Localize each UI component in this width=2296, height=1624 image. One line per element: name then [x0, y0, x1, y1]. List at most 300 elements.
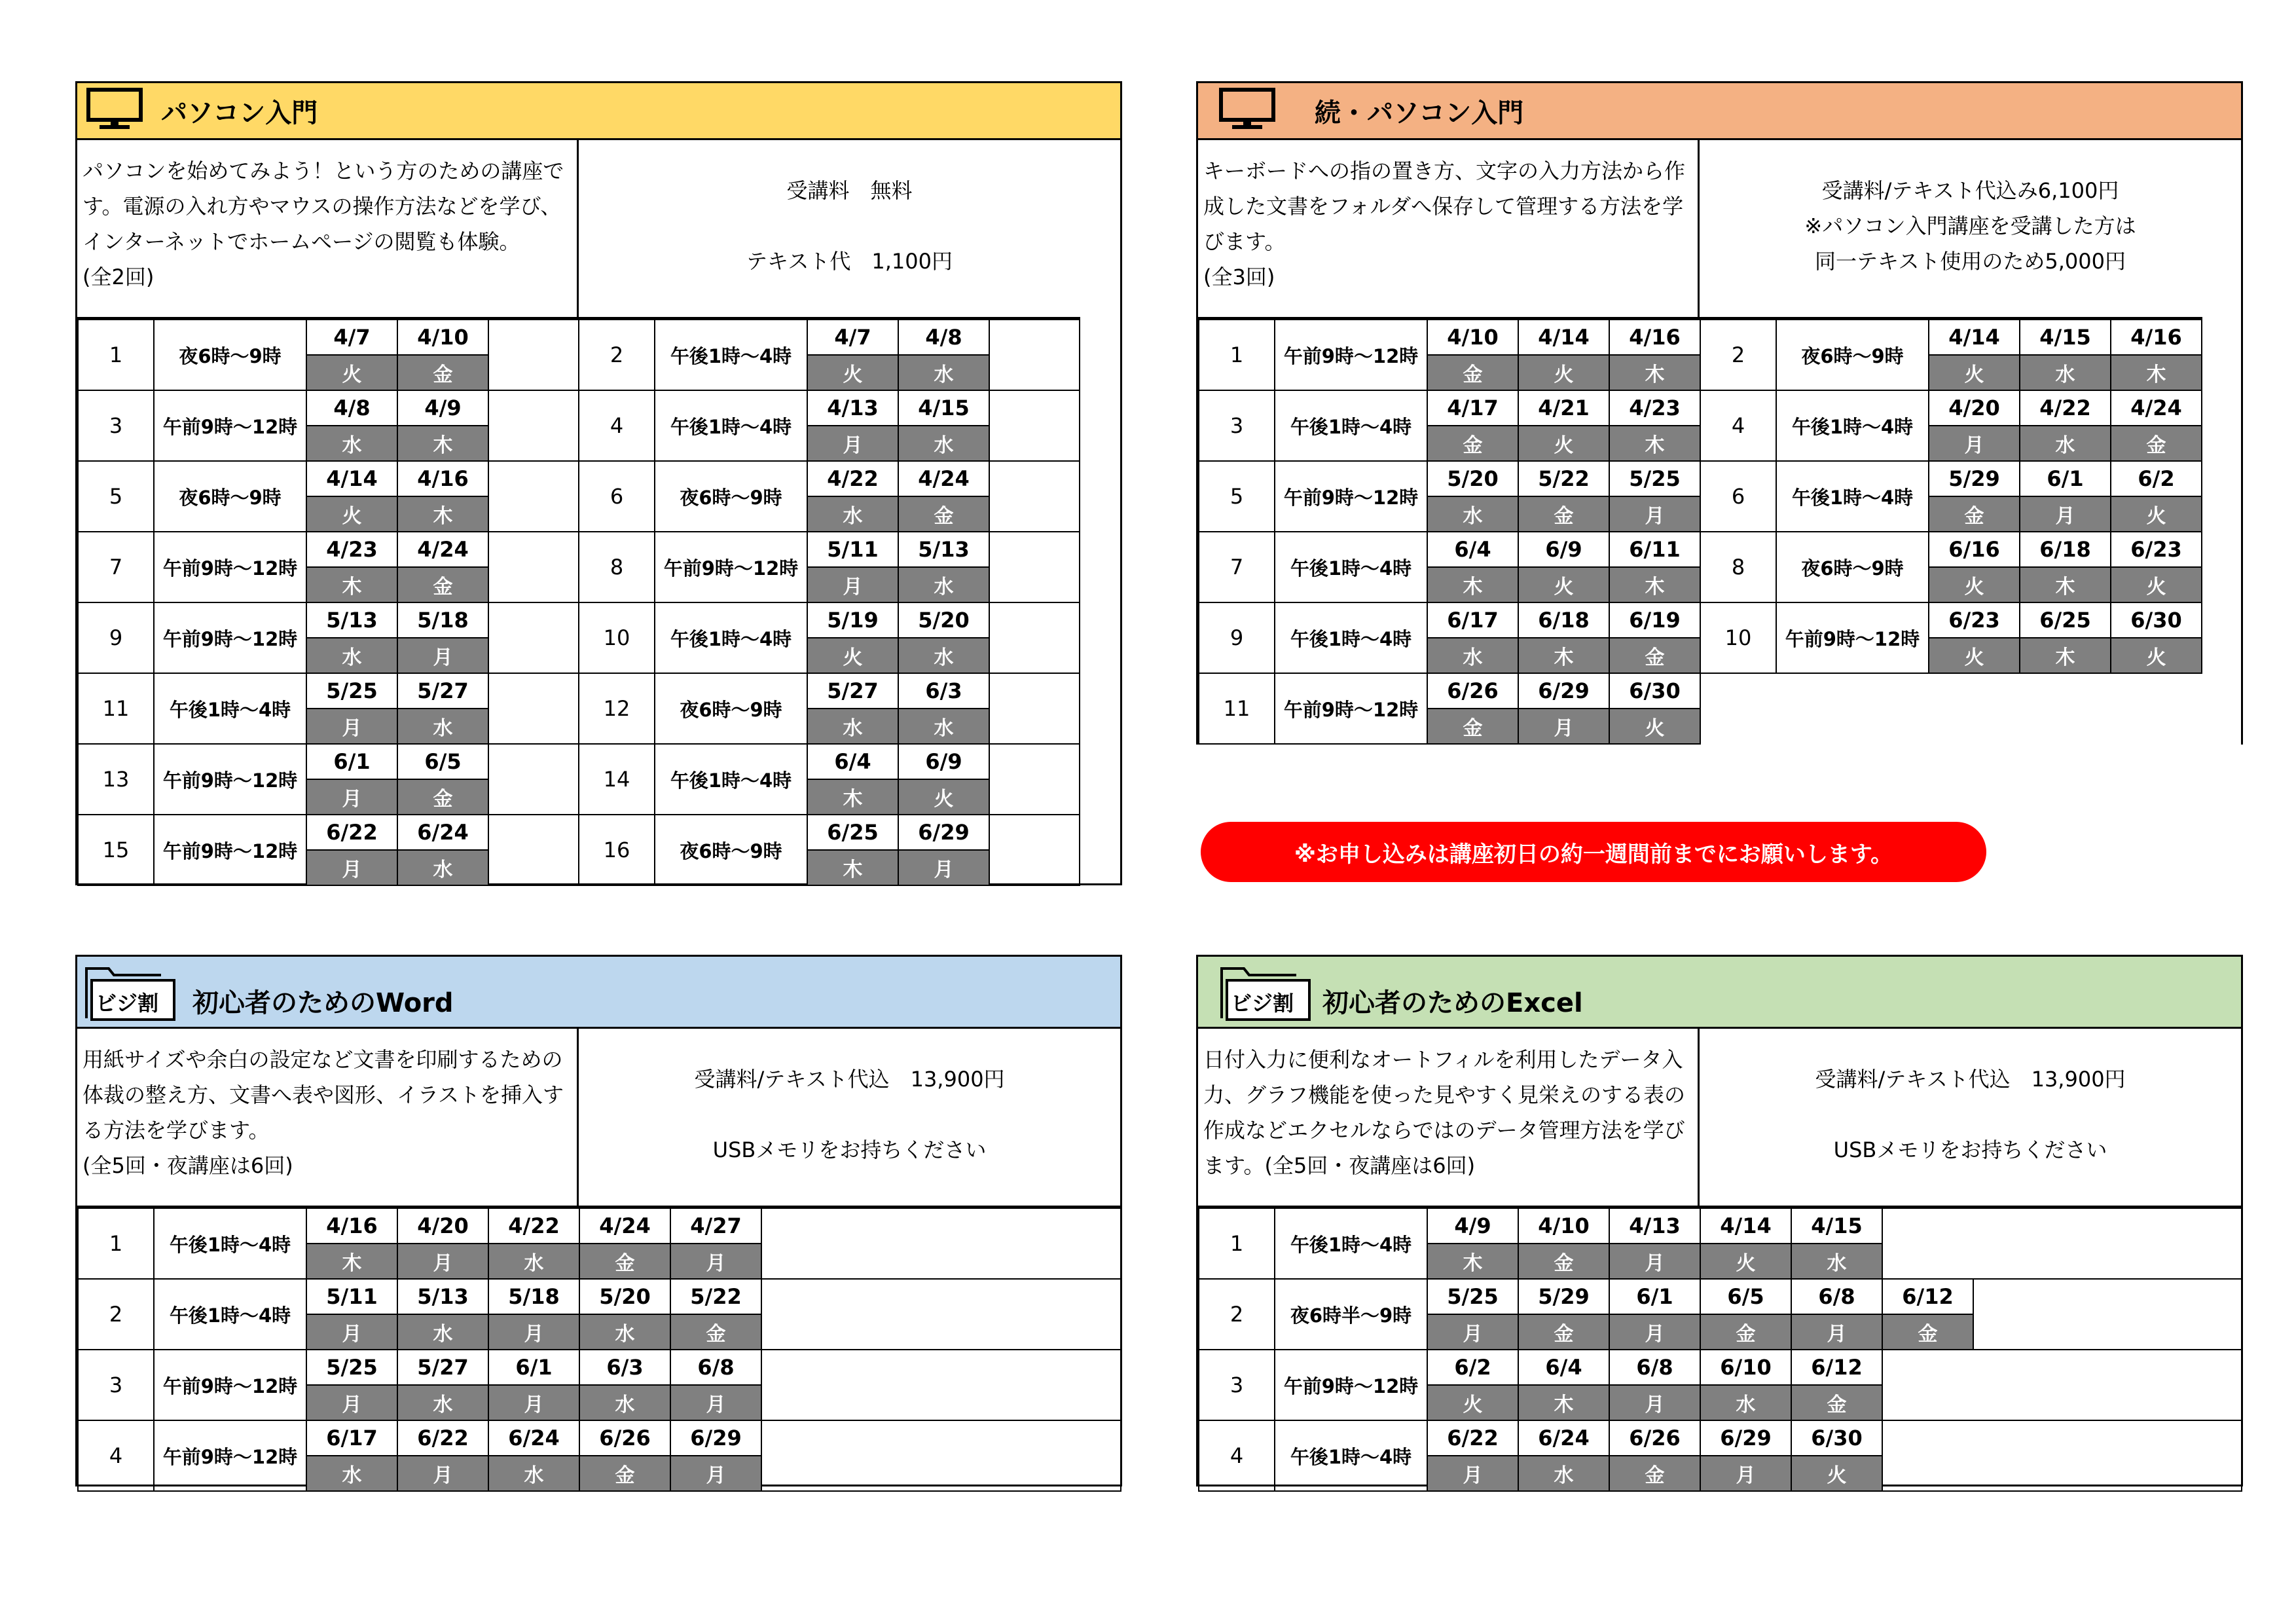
session-weekday: 火 — [2111, 567, 2202, 602]
session-weekday: 水 — [898, 355, 989, 390]
session-number: 4 — [78, 1420, 154, 1491]
session-time: 午前9時～12時 — [154, 390, 306, 461]
blank-cell — [488, 461, 579, 532]
session-number: 5 — [1199, 461, 1275, 532]
blank-cell — [1882, 1208, 2242, 1279]
session-time: 午後1時～4時 — [1275, 390, 1427, 461]
session-date: 5/20 — [1427, 461, 1518, 496]
session-time: 夜6時～9時 — [655, 815, 807, 885]
session-date: 6/22 — [306, 815, 397, 850]
session-number: 9 — [1199, 602, 1275, 673]
session-weekday: 月 — [1791, 1314, 1882, 1350]
course-panel-pc-intro-2 — [1196, 81, 2243, 745]
session-number: 3 — [78, 1350, 154, 1420]
session-date: 6/29 — [898, 815, 989, 850]
session-weekday: 月 — [397, 1456, 488, 1491]
session-weekday: 水 — [1700, 1385, 1791, 1420]
session-weekday: 火 — [1518, 355, 1609, 390]
blank-cell — [989, 744, 1080, 815]
session-weekday: 水 — [1518, 1456, 1609, 1491]
blank-cell — [989, 673, 1080, 744]
session-number: 11 — [1199, 673, 1275, 744]
session-weekday: 水 — [306, 638, 397, 673]
session-date: 6/17 — [306, 1420, 397, 1456]
course-header — [77, 83, 1120, 140]
session-date: 4/14 — [1700, 1208, 1791, 1244]
session-date: 6/25 — [2020, 602, 2111, 638]
session-time: 午後1時～4時 — [154, 1279, 306, 1350]
session-weekday: 金 — [397, 355, 488, 390]
session-weekday: 木 — [1518, 1385, 1609, 1420]
session-weekday: 月 — [1609, 496, 1700, 532]
table-row — [78, 1208, 1121, 1244]
session-number: 11 — [78, 673, 154, 744]
session-date: 6/4 — [807, 744, 898, 779]
session-weekday: 火 — [1518, 567, 1609, 602]
session-weekday: 火 — [306, 496, 397, 532]
blank-cell — [488, 815, 579, 885]
session-weekday: 火 — [2111, 496, 2202, 532]
session-time: 午後1時～4時 — [655, 320, 807, 390]
session-date: 6/12 — [1791, 1350, 1882, 1385]
session-date: 4/16 — [306, 1208, 397, 1244]
session-weekday: 月 — [898, 850, 989, 885]
course-header — [77, 957, 1120, 1029]
session-number: 12 — [579, 673, 655, 744]
session-date: 6/10 — [1700, 1350, 1791, 1385]
schedule-table — [1198, 317, 2202, 745]
session-weekday: 水 — [579, 1314, 670, 1350]
session-weekday: 水 — [397, 1385, 488, 1420]
session-weekday: 火 — [1609, 709, 1700, 744]
session-date: 4/16 — [397, 461, 488, 496]
session-weekday: 月 — [1427, 1456, 1518, 1491]
session-date: 5/22 — [1518, 461, 1609, 496]
course-panel-excel — [1196, 955, 2243, 1486]
session-date: 5/19 — [807, 602, 898, 638]
session-date: 6/5 — [397, 744, 488, 779]
session-date: 4/16 — [2111, 320, 2202, 355]
session-number: 2 — [1700, 320, 1776, 390]
table-row — [1199, 1420, 2242, 1456]
session-number: 1 — [78, 320, 154, 390]
session-date: 5/27 — [807, 673, 898, 709]
session-weekday: 木 — [1609, 355, 1700, 390]
blank-cell — [1882, 1420, 2242, 1491]
session-weekday: 火 — [1929, 355, 2020, 390]
session-weekday: 木 — [1609, 567, 1700, 602]
session-date: 6/8 — [1609, 1350, 1700, 1385]
session-date: 6/23 — [1929, 602, 2020, 638]
table-row — [1199, 673, 2202, 709]
session-weekday: 金 — [397, 779, 488, 815]
session-date: 5/11 — [306, 1279, 397, 1314]
table-row — [78, 744, 1080, 779]
session-date: 4/10 — [1427, 320, 1518, 355]
session-date: 6/11 — [1609, 532, 1700, 567]
session-date: 6/26 — [1427, 673, 1518, 709]
session-time: 午後1時～4時 — [1776, 461, 1929, 532]
session-number: 2 — [78, 1279, 154, 1350]
session-time: 午後1時～4時 — [1275, 532, 1427, 602]
session-time: 午後1時～4時 — [655, 602, 807, 673]
session-date: 4/8 — [898, 320, 989, 355]
session-number: 8 — [579, 532, 655, 602]
session-number: 16 — [579, 815, 655, 885]
table-row — [1199, 390, 2202, 426]
session-weekday: 水 — [1427, 638, 1518, 673]
session-date: 4/24 — [898, 461, 989, 496]
course-panel-pc-intro — [75, 81, 1122, 885]
session-number: 4 — [579, 390, 655, 461]
session-weekday: 水 — [898, 567, 989, 602]
session-weekday: 金 — [1427, 355, 1518, 390]
monitor-icon — [1219, 88, 1275, 134]
session-weekday: 水 — [397, 709, 488, 744]
course-header — [1198, 83, 2241, 140]
session-date: 5/13 — [306, 602, 397, 638]
session-time: 夜6時～9時 — [154, 461, 306, 532]
blank-cell — [989, 815, 1080, 885]
folder-icon — [1218, 961, 1316, 1024]
session-time: 午後1時～4時 — [1275, 1420, 1427, 1491]
session-date: 4/17 — [1427, 390, 1518, 426]
session-number: 2 — [579, 320, 655, 390]
session-date: 4/20 — [1929, 390, 2020, 426]
table-row — [78, 1279, 1121, 1314]
session-date: 6/1 — [2020, 461, 2111, 496]
table-row — [78, 320, 1080, 355]
session-date: 4/7 — [807, 320, 898, 355]
course-fee: 受講料/テキスト代込 13,900円 USBメモリをお持ちください — [694, 1067, 1005, 1162]
session-number: 7 — [1199, 532, 1275, 602]
session-time: 午後1時～4時 — [1275, 1208, 1427, 1279]
session-date: 5/25 — [1609, 461, 1700, 496]
folder-icon — [82, 961, 181, 1024]
session-date: 5/22 — [670, 1279, 761, 1314]
session-weekday: 水 — [488, 1244, 579, 1279]
session-weekday: 火 — [807, 638, 898, 673]
session-time: 午前9時～12時 — [154, 1420, 306, 1491]
session-weekday: 木 — [2020, 638, 2111, 673]
session-time: 午後1時～4時 — [154, 1208, 306, 1279]
session-time: 夜6時～9時 — [154, 320, 306, 390]
session-date: 5/27 — [397, 673, 488, 709]
session-weekday: 金 — [1929, 496, 2020, 532]
session-date: 4/16 — [1609, 320, 1700, 355]
table-row — [78, 815, 1080, 850]
session-weekday: 月 — [1609, 1244, 1700, 1279]
session-date: 4/13 — [807, 390, 898, 426]
session-weekday: 月 — [807, 426, 898, 461]
session-time: 午後1時～4時 — [1776, 390, 1929, 461]
session-weekday: 火 — [898, 779, 989, 815]
session-date: 5/27 — [397, 1350, 488, 1385]
session-weekday: 月 — [670, 1244, 761, 1279]
session-weekday: 木 — [397, 496, 488, 532]
table-row — [78, 532, 1080, 567]
session-weekday: 水 — [397, 850, 488, 885]
session-number: 13 — [78, 744, 154, 815]
session-time: 午前9時～12時 — [1275, 673, 1427, 744]
schedule-table — [77, 1206, 1121, 1492]
session-date: 6/29 — [1518, 673, 1609, 709]
session-time: 夜6時～9時 — [655, 461, 807, 532]
session-date: 6/16 — [1929, 532, 2020, 567]
session-date: 4/9 — [1427, 1208, 1518, 1244]
table-row — [78, 673, 1080, 709]
session-weekday: 水 — [1427, 496, 1518, 532]
monitor-icon — [86, 88, 143, 134]
session-number: 3 — [1199, 390, 1275, 461]
session-weekday: 火 — [1427, 1385, 1518, 1420]
session-number: 6 — [579, 461, 655, 532]
session-date: 6/3 — [898, 673, 989, 709]
blank-cell — [989, 320, 1080, 390]
session-weekday: 木 — [807, 779, 898, 815]
session-date: 5/25 — [306, 1350, 397, 1385]
session-weekday: 木 — [2111, 355, 2202, 390]
session-weekday: 月 — [306, 850, 397, 885]
session-weekday: 月 — [306, 1314, 397, 1350]
session-number: 3 — [78, 390, 154, 461]
session-weekday: 金 — [579, 1456, 670, 1491]
session-date: 6/18 — [2020, 532, 2111, 567]
blank-cell — [488, 320, 579, 390]
session-weekday: 水 — [898, 426, 989, 461]
blank-cell — [1882, 1350, 2242, 1420]
session-date: 5/25 — [306, 673, 397, 709]
session-weekday: 金 — [1791, 1385, 1882, 1420]
table-row — [1199, 602, 2202, 638]
session-number: 14 — [579, 744, 655, 815]
blank-cell — [488, 673, 579, 744]
session-date: 6/4 — [1427, 532, 1518, 567]
session-number: 4 — [1199, 1420, 1275, 1491]
table-row — [78, 390, 1080, 426]
course-title: 続・パソコン入門 — [1315, 98, 1524, 128]
session-date: 6/1 — [1609, 1279, 1700, 1314]
session-number: 1 — [1199, 1208, 1275, 1279]
session-weekday: 金 — [1609, 638, 1700, 673]
session-weekday: 金 — [1427, 709, 1518, 744]
session-weekday: 火 — [2111, 638, 2202, 673]
session-weekday: 火 — [1929, 638, 2020, 673]
session-time: 午前9時～12時 — [655, 532, 807, 602]
course-fee: 受講料 無料 テキスト代 1,100円 — [746, 178, 953, 274]
session-weekday: 金 — [579, 1244, 670, 1279]
session-weekday: 水 — [397, 1314, 488, 1350]
course-title: 初心者のためのExcel — [1322, 988, 1583, 1018]
session-number: 1 — [78, 1208, 154, 1279]
session-date: 6/9 — [1518, 532, 1609, 567]
session-date: 6/18 — [1518, 602, 1609, 638]
blank-cell — [989, 602, 1080, 673]
session-weekday: 火 — [1700, 1244, 1791, 1279]
session-date: 4/10 — [397, 320, 488, 355]
table-row — [1199, 1279, 2242, 1314]
table-row — [78, 1420, 1121, 1456]
session-date: 4/22 — [2020, 390, 2111, 426]
course-description: キーボードへの指の置き方、文字の入力方法から作 成した文書をフォルダへ保存して管理する方法を学 びます。 (全3回) — [1198, 140, 1700, 317]
blank-cell — [488, 532, 579, 602]
session-number: 1 — [1199, 320, 1275, 390]
session-date: 4/9 — [397, 390, 488, 426]
session-date: 6/29 — [1700, 1420, 1791, 1456]
session-date: 4/20 — [397, 1208, 488, 1244]
session-time: 夜6時半～9時 — [1275, 1279, 1427, 1350]
session-weekday: 木 — [306, 1244, 397, 1279]
empty-cell — [1700, 673, 2202, 744]
session-number: 3 — [1199, 1350, 1275, 1420]
session-date: 6/17 — [1427, 602, 1518, 638]
session-weekday: 火 — [1929, 567, 2020, 602]
session-weekday: 月 — [306, 709, 397, 744]
session-weekday: 木 — [1609, 426, 1700, 461]
session-date: 6/24 — [397, 815, 488, 850]
session-date: 6/26 — [1609, 1420, 1700, 1456]
session-date: 6/30 — [1609, 673, 1700, 709]
session-date: 4/8 — [306, 390, 397, 426]
session-date: 6/1 — [306, 744, 397, 779]
session-time: 午後1時～4時 — [655, 744, 807, 815]
session-weekday: 月 — [488, 1314, 579, 1350]
session-date: 6/8 — [670, 1350, 761, 1385]
session-date: 6/29 — [670, 1420, 761, 1456]
session-date: 4/15 — [898, 390, 989, 426]
session-time: 午前9時～12時 — [154, 815, 306, 885]
session-date: 5/11 — [807, 532, 898, 567]
session-weekday: 金 — [397, 567, 488, 602]
session-number: 2 — [1199, 1279, 1275, 1350]
session-date: 6/1 — [488, 1350, 579, 1385]
session-date: 4/23 — [306, 532, 397, 567]
session-time: 夜6時～9時 — [1776, 532, 1929, 602]
session-weekday: 木 — [1427, 1244, 1518, 1279]
table-row — [1199, 320, 2202, 355]
session-weekday: 金 — [2111, 426, 2202, 461]
session-date: 6/25 — [807, 815, 898, 850]
session-date: 4/13 — [1609, 1208, 1700, 1244]
session-date: 6/30 — [1791, 1420, 1882, 1456]
session-date: 6/2 — [2111, 461, 2202, 496]
session-date: 6/19 — [1609, 602, 1700, 638]
session-weekday: 月 — [2020, 496, 2111, 532]
table-row — [1199, 1350, 2242, 1385]
session-date: 4/21 — [1518, 390, 1609, 426]
session-weekday: 木 — [1427, 567, 1518, 602]
session-date: 5/29 — [1929, 461, 2020, 496]
business-discount-badge: ビジ割 — [1231, 990, 1294, 1016]
session-date: 4/24 — [2111, 390, 2202, 426]
session-date: 6/8 — [1791, 1279, 1882, 1314]
session-weekday: 月 — [670, 1456, 761, 1491]
blank-cell — [989, 532, 1080, 602]
course-title: パソコン入門 — [161, 98, 318, 128]
session-weekday: 月 — [1518, 709, 1609, 744]
session-date: 6/5 — [1700, 1279, 1791, 1314]
session-weekday: 月 — [1609, 1385, 1700, 1420]
session-number: 6 — [1700, 461, 1776, 532]
session-number: 4 — [1700, 390, 1776, 461]
session-date: 6/4 — [1518, 1350, 1609, 1385]
session-time: 午前9時～12時 — [1776, 602, 1929, 673]
course-panel-word — [75, 955, 1122, 1486]
blank-cell — [488, 744, 579, 815]
session-time: 午前9時～12時 — [1275, 320, 1427, 390]
session-weekday: 水 — [898, 638, 989, 673]
session-weekday: 金 — [1518, 496, 1609, 532]
session-time: 夜6時～9時 — [1776, 320, 1929, 390]
course-description: パソコンを始めてみよう！という方のための講座で す。電源の入れ方やマウスの操作方法などを学び、 インターネットでホームページの閲覧も体験。 (全2回) — [77, 140, 579, 317]
session-weekday: 火 — [807, 355, 898, 390]
session-time: 午前9時～12時 — [154, 744, 306, 815]
session-weekday: 月 — [397, 1244, 488, 1279]
session-date: 4/10 — [1518, 1208, 1609, 1244]
session-time: 午後1時～4時 — [655, 390, 807, 461]
session-weekday: 金 — [1518, 1314, 1609, 1350]
session-time: 午前9時～12時 — [154, 602, 306, 673]
session-time: 午後1時～4時 — [154, 673, 306, 744]
session-weekday: 金 — [1518, 1244, 1609, 1279]
session-date: 6/12 — [1882, 1279, 1973, 1314]
session-weekday: 木 — [1518, 638, 1609, 673]
blank-cell — [989, 390, 1080, 461]
session-weekday: 金 — [1882, 1314, 1973, 1350]
session-weekday: 月 — [1929, 426, 2020, 461]
session-weekday: 金 — [1700, 1314, 1791, 1350]
session-date: 5/13 — [397, 1279, 488, 1314]
table-row — [1199, 1208, 2242, 1244]
session-weekday: 水 — [807, 709, 898, 744]
course-fee: 受講料/テキスト代込 13,900円 USBメモリをお持ちください — [1815, 1067, 2126, 1162]
session-weekday: 金 — [898, 496, 989, 532]
blank-cell — [989, 461, 1080, 532]
session-date: 5/18 — [488, 1279, 579, 1314]
session-weekday: 木 — [2020, 567, 2111, 602]
session-weekday: 水 — [306, 1456, 397, 1491]
session-date: 6/22 — [397, 1420, 488, 1456]
session-date: 5/25 — [1427, 1279, 1518, 1314]
session-weekday: 月 — [488, 1385, 579, 1420]
table-row — [78, 602, 1080, 638]
session-weekday: 水 — [579, 1385, 670, 1420]
session-weekday: 水 — [2020, 355, 2111, 390]
session-weekday: 水 — [1791, 1244, 1882, 1279]
session-date: 4/22 — [488, 1208, 579, 1244]
session-weekday: 水 — [898, 709, 989, 744]
session-date: 6/30 — [2111, 602, 2202, 638]
blank-cell — [761, 1420, 1121, 1491]
session-date: 5/29 — [1518, 1279, 1609, 1314]
session-weekday: 水 — [807, 496, 898, 532]
session-date: 6/24 — [488, 1420, 579, 1456]
session-number: 5 — [78, 461, 154, 532]
session-weekday: 水 — [488, 1456, 579, 1491]
session-weekday: 金 — [670, 1314, 761, 1350]
session-number: 7 — [78, 532, 154, 602]
blank-cell — [761, 1279, 1121, 1350]
session-number: 10 — [1700, 602, 1776, 673]
session-date: 6/26 — [579, 1420, 670, 1456]
session-weekday: 月 — [1609, 1314, 1700, 1350]
session-time: 午後1時～4時 — [1275, 602, 1427, 673]
course-header — [1198, 957, 2241, 1029]
blank-cell — [1973, 1279, 2242, 1350]
session-weekday: 木 — [397, 426, 488, 461]
blank-cell — [761, 1350, 1121, 1420]
session-number: 8 — [1700, 532, 1776, 602]
